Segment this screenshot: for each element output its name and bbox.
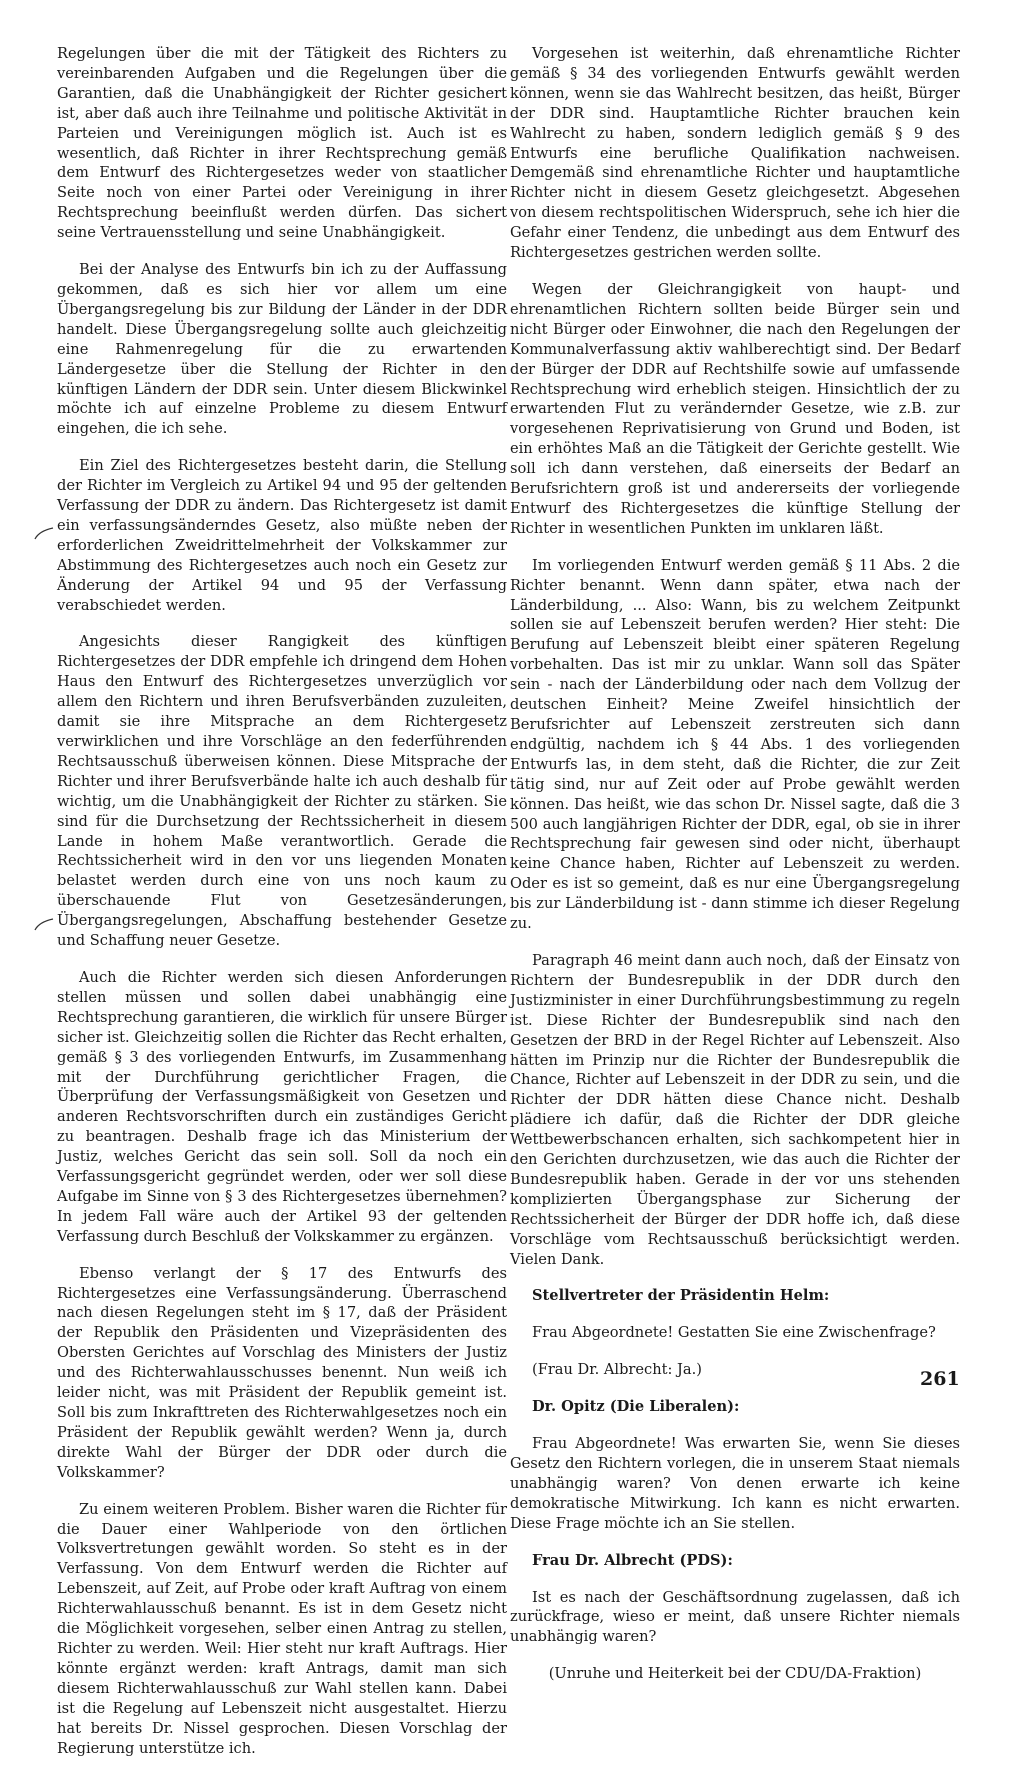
paragraph: Wegen der Gleichrangigkeit von haupt- und ehrenamtlichen Richtern sollten beide Bürger sein und nicht Bürger oder Einwohner, die nach den Regelungen der Kommunalverfassung aktiv wahlberechtigt sind. Der Bedarf der Bürger der DDR auf Rechtshilfe sowie auf umfassende Rechtsprechung wird erheblich steigen. Hinsichtlich der zu erwartenden Flut zu verändernder Gesetze, wie z.B. zur vorgesehenen Reprivatisierung von Grund und Boden, ist ein erhöhtes Maß an die Tätigkeit der Gerichte gestellt. Wie soll ich dann verstehen, daß einerseits der Bedarf an Berufsrichtern groß ist und andererseits der vorliegende Entwurf des Richtergesetzes die künftige Stellung der Richter in wesentlichen Punkten im unklaren läßt. xyxy=(510,280,960,537)
paragraph: Zu einem weiteren Problem. Bisher waren die Richter für die Dauer einer Wahlperiode von den örtlichen Volksvertretungen gewählt worden. So steht es in der Verfassung. Von dem Entwurf werden die Richter auf Lebenszeit, auf Zeit, auf Probe oder kraft Auftrag von einem Richterwahlausschuß benannt. Es ist in dem Gesetz nicht die Möglichkeit vorgesehen, selber einen Antrag zu stellen, Richter zu werden. Weil: Hier steht nur kraft Auftrags. Hier könnte ergänzt werden: kraft Antrags, damit man sich diesem Richterwahlausschuß zur Wahl stellen kann. Dabei ist die Regelung auf Lebenszeit nicht ausgestaltet. Hierzu hat bereits Dr. Nissel gesprochen. Diesen Vorschlag der Regierung unterstütze ich. xyxy=(57,1500,507,1757)
margin-mark xyxy=(33,527,55,541)
paragraph: Bei der Analyse des Entwurfs bin ich zu der Auffassung gekommen, daß es sich hier vor allem um eine Übergangsregelung bis zur Bildung der Länder in der DDR handelt. Diese Übergangsregelung sollte auch gleichzeitig eine Rahmenregelung für die zu erwartenden Ländergesetze über die Stellung der Richter in den künftigen Ländern der DDR sein. Unter diesem Blickwinkel möchte ich auf einzelne Probleme zu diesem Entwurf eingehen, die ich sehe. xyxy=(57,261,507,438)
right-column xyxy=(510,44,960,1701)
speaker-heading: Dr. Opitz (Die Liberalen): xyxy=(532,1398,740,1416)
left-column xyxy=(57,44,507,1775)
paragraph: Ein Ziel des Richtergesetzes besteht darin, die Stellung der Richter im Vergleich zu Artikel 94 und 95 der geltenden Verfassung der DDR zu ändern. Das Richtergesetz ist damit ein verfassungsänderndes Gesetz, also müßte neben der erforderlichen Zweidrittelmehrheit der Volkskammer zur Abstimmung des Richtergesetzes auch noch ein Gesetz zur Änderung der Artikel 94 und 95 der Verfassung verabschiedet werden. xyxy=(57,457,507,614)
paragraph: Paragraph 46 meint dann auch noch, daß der Einsatz von Richtern der Bundesrepublik in der DDR durch den Justizminister in einer Durchführungsbestimmung zu regeln ist. Diese Richter der Bundesrepublik sind nach den Gesetzen der BRD in der Regel Richter auf Lebenszeit. Also hätten im Prinzip nur die Richter der Bundesrepublik die Chance, Richter auf Lebenszeit in der DDR zu sein, und die Richter der DDR hätten diese Chance nicht. Deshalb plädiere ich dafür, daß die Richter der DDR gleiche Wettbewerbschancen erhalten, sich sachkompetent hier in den Gerichten durchzusetzen, wie das auch die Richter der Bundesrepublik haben. Gerade in der vor uns stehenden komplizierten Übergangsphase zur Sicherung der Rechtssicherheit der Bürger der DDR hoffe ich, daß diese Vorschläge vom Rechtsausschuß berücksichtigt werden. Vielen Dank. xyxy=(510,951,960,1268)
paragraph: Regelungen über die mit der Tätigkeit des Richters zu vereinbarenden Aufgaben und die Regelungen über die Garantien, daß die Unabhängigkeit der Richter gesichert ist, aber daß auch ihre Teilnahme und politische Aktivität in Parteien und Vereinigungen möglich ist. Auch ist es wesentlich, daß Richter in ihrer Rechtsprechung gemäß dem Entwurf des Richtergesetzes weder von staatlicher Seite noch von einer Partei oder Vereinigung in ihrer Rechtsprechung beeinflußt werden dürfen. Das sichert seine Vertrauensstellung und seine Unabhängigkeit. xyxy=(57,45,507,242)
paragraph: Ebenso verlangt der § 17 des Entwurfs des Richtergesetzes eine Verfassungsänderung. Überraschend nach diesen Regelungen steht im § 17, daß der Präsident der Republik den Präsidenten und Vizepräsidenten des Obersten Gerichtes auf Vorschlag des Ministers der Justiz und des Richterwahlausschusses benennt. Nun weiß ich leider nicht, was mit Präsident der Republik gemeint ist. Soll bis zum Inkrafttreten des Richterwahlgesetzes noch ein Präsident der Republik gewählt werden? Wenn ja, durch direkte Wahl der Bürger der DDR oder durch die Volkskammer? xyxy=(57,1264,507,1481)
paragraph: Ist es nach der Geschäftsordnung zugelassen, daß ich zurückfrage, wieso er meint, daß unsere Richter niemals unabhängig waren? xyxy=(510,1588,960,1646)
paragraph: Frau Abgeordnete! Was erwarten Sie, wenn Sie dieses Gesetz den Richtern vorlegen, die in unserem Staat niemals unabhängig waren? Von denen erwarte ich keine demokratische Mitwirkung. Ich kann es nicht erwarten. Diese Frage möchte ich an Sie stellen. xyxy=(510,1435,960,1532)
margin-mark xyxy=(33,918,55,932)
paragraph: Im vorliegenden Entwurf werden gemäß § 11 Abs. 2 die Richter benannt. Wenn dann später, etwa nach der Länderbildung, ... Also: Wann, bis zu welchem Zeitpunkt sollen sie auf Lebenszeit berufen werden? Hier steht: Die Berufung auf Lebenszeit bleibt einer späteren Regelung vorbehalten. Das ist mir zu unklar. Wann soll das Später sein - nach der Länderbildung oder nach dem Vollzug der deutschen Einheit? Meine Zweifel hinsichtlich der Berufsrichter auf Lebenszeit zerstreuten sich dann endgültig, nachdem ich § 44 Abs. 1 des vorliegenden Entwurfs las, in dem steht, daß die Richter, die zur Zeit tätig sind, nur auf Zeit oder auf Probe gewählt werden können. Das heißt, wie das schon Dr. Nissel sagte, daß die 3 500 auch langjährigen Richter der DDR, egal, ob sie in ihrer Rechtsprechung fair gewesen sind oder nicht, überhaupt keine Chance haben, Richter auf Lebenszeit zu werden. Oder es ist so gemeint, daß es nur eine Übergangsregelung bis zur Länderbildung ist - dann stimme ich dieser Regelung zu. xyxy=(510,556,960,933)
speaker-heading: Frau Dr. Albrecht (PDS): xyxy=(532,1551,733,1569)
paragraph: Vorgesehen ist weiterhin, daß ehrenamtliche Richter gemäß § 34 des vorliegenden Entwurfs gewählt werden können, wenn sie das Wahlrecht besitzen, das heißt, Bürger der DDR sind. Hauptamtliche Richter brauchen kein Wahlrecht zu haben, sondern lediglich gemäß § 9 des Entwurfs eine berufliche Qualifikation nachweisen. Demgemäß sind ehrenamtliche Richter und hauptamtliche Richter nicht in diesem Gesetz gleichgesetzt. Abgesehen von diesem rechtspolitischen Widerspruch, sehe ich hier die Gefahr einer Tendenz, die unbedingt aus dem Entwurf des Richtergesetzes gestrichen werden sollte. xyxy=(510,45,960,262)
page-number: 261 xyxy=(920,1368,960,1390)
interjection: (Unruhe und Heiterkeit bei der CDU/DA-Fraktion) xyxy=(548,1665,922,1683)
paragraph: Angesichts dieser Rangigkeit des künftigen Richtergesetzes der DDR empfehle ich dringend dem Hohen Haus den Entwurf des Richtergesetzes unverzüglich vor allem den Richtern und ihren Berufsverbänden zuzuleiten, damit sie ihre Mitsprache an dem Richtergesetz verwirklichen und ihre Vorschläge an den federführenden Rechtsausschuß überweisen können. Diese Mitsprache der Richter und ihrer Berufsverbände halte ich auch deshalb für wichtig, um die Unabhängigkeit der Richter zu stärken. Sie sind für die Durchsetzung der Rechtssicherheit in diesem Lande in hohem Maße verantwortlich. Gerade die Rechtssicherheit wird in den vor uns liegenden Monaten belastet werden durch eine von uns noch kaum zu überschauende Flut von Gesetzesänderungen, Übergangsregelungen, Abschaffung bestehender Gesetze und Schaffung neuer Gesetze. xyxy=(57,633,507,950)
paragraph: Auch die Richter werden sich diesen Anforderungen stellen müssen und sollen dabei unabhängig eine Rechtsprechung garantieren, die wirklich für unsere Bürger sicher ist. Gleichzeitig sollen die Richter das Recht erhalten, gemäß § 3 des vorliegenden Entwurfs, im Zusammenhang mit der Durchführung gerichtlicher Fragen, die Überprüfung der Verfassungsmäßigkeit von Gesetzen und anderen Rechtsvorschriften durch ein zuständiges Gericht zu beantragen. Deshalb frage ich das Ministerium der Justiz, welches Gericht das sein soll. Soll da noch ein Verfassungsgericht gegründet werden, oder wer soll diese Aufgabe im Sinne von § 3 des Richtergesetzes übernehmen? In jedem Fall wäre auch der Artikel 93 der geltenden Verfassung durch Beschluß der Volkskammer zu ergänzen. xyxy=(57,968,507,1245)
speaker-heading: Stellvertreter der Präsidentin Helm: xyxy=(532,1287,830,1305)
paragraph: Frau Abgeordnete! Gestatten Sie eine Zwischenfrage? xyxy=(532,1324,936,1342)
paragraph: (Frau Dr. Albrecht: Ja.) xyxy=(532,1361,702,1379)
